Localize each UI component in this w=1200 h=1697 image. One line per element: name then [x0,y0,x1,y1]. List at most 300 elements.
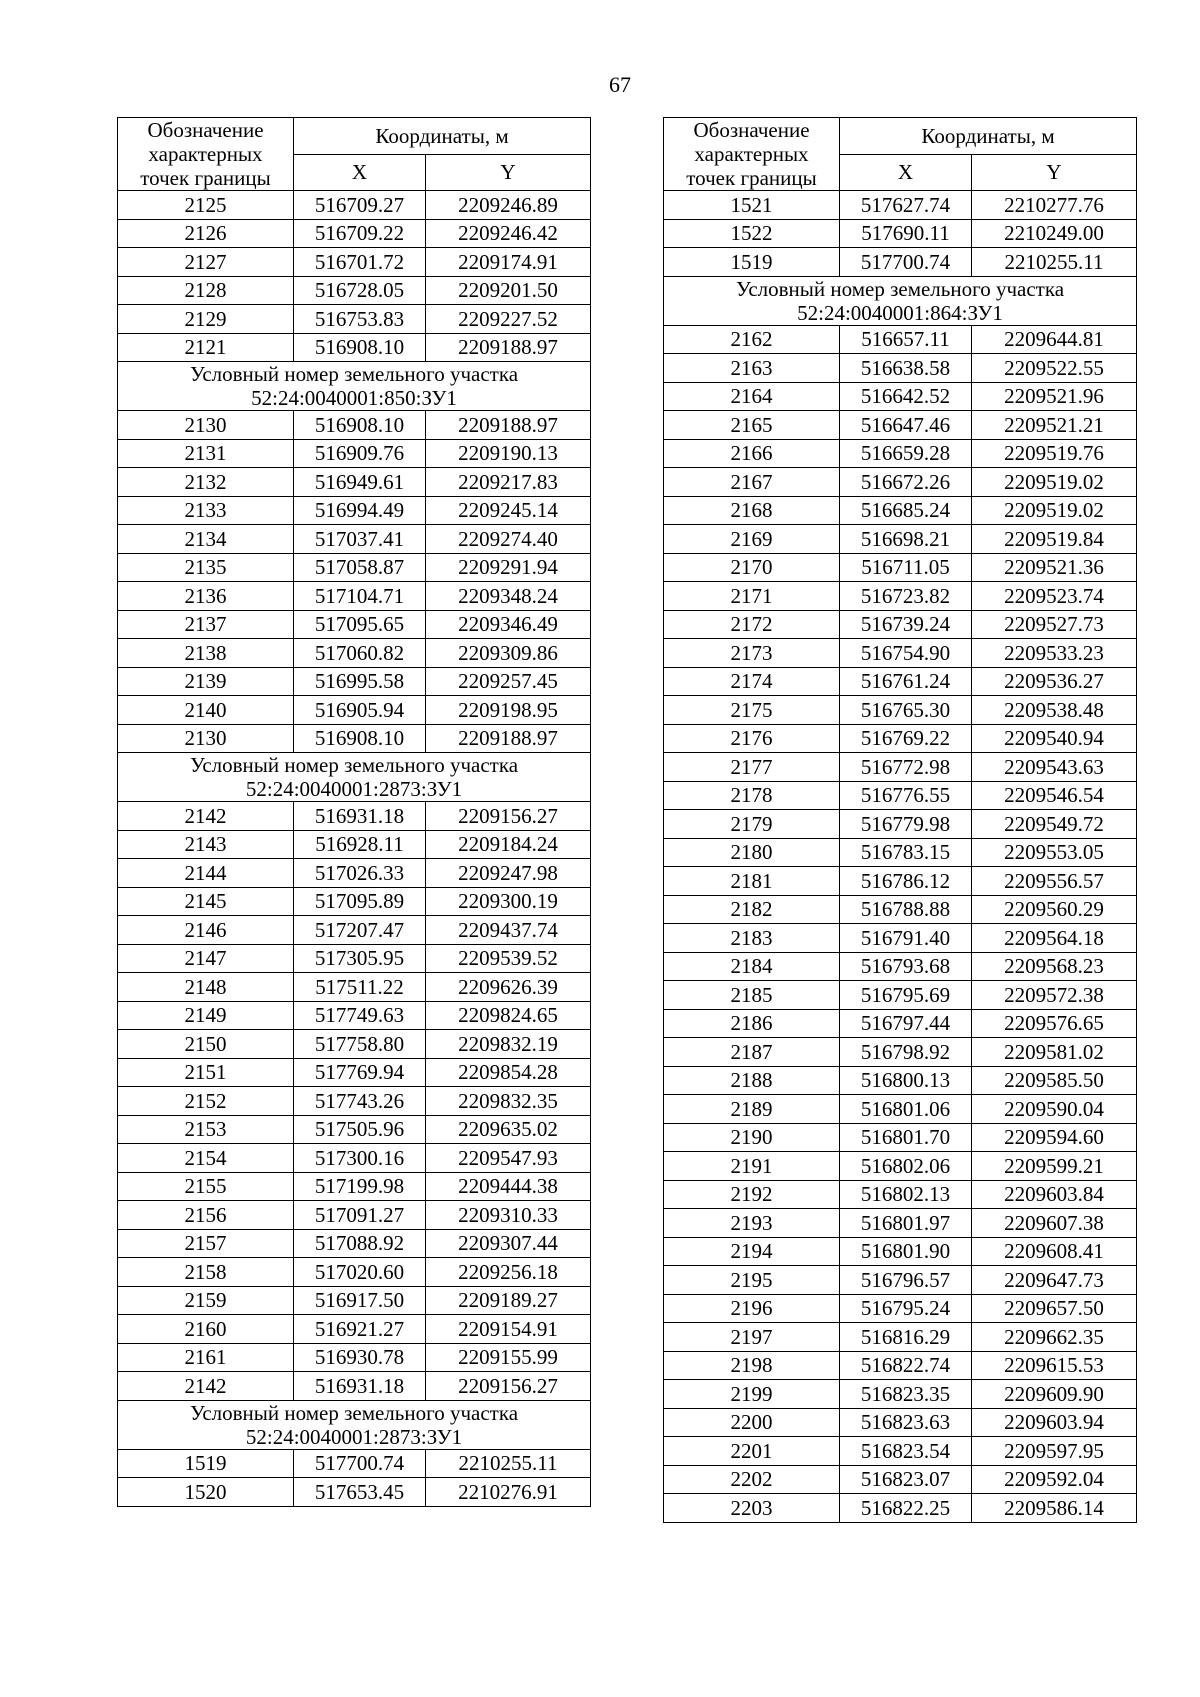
x-cell: 516765.30 [840,696,972,725]
table-row [118,1478,591,1507]
table-row [664,219,1137,248]
coordinates-table-right [663,117,1137,1523]
x-cell: 516801.06 [840,1095,972,1124]
y-cell: 2209644.81 [972,325,1137,354]
table-row [664,1408,1137,1437]
y-cell: 2209257.45 [426,667,591,696]
x-cell: 516802.06 [840,1152,972,1181]
y-cell: 2209626.39 [426,973,591,1002]
x-cell: 517743.26 [294,1087,426,1116]
table-row [118,1229,591,1258]
y-cell: 2209519.84 [972,525,1137,554]
point-cell: 2157 [118,1229,294,1258]
x-cell: 516672.26 [840,468,972,497]
x-cell: 516917.50 [294,1286,426,1315]
y-cell: 2209156.27 [426,802,591,831]
point-designation-header [118,118,294,191]
y-cell: 2209190.13 [426,439,591,468]
y-cell: 2209581.02 [972,1038,1137,1067]
table-row [118,802,591,831]
x-cell: 516723.82 [840,582,972,611]
x-cell: 516753.83 [294,305,426,334]
point-cell: 2152 [118,1087,294,1116]
point-cell: 2142 [118,802,294,831]
point-cell: 1519 [118,1449,294,1478]
x-cell: 516800.13 [840,1066,972,1095]
header-line: Обозначение [147,118,264,142]
x-cell: 516797.44 [840,1009,972,1038]
x-cell: 516928.11 [294,830,426,859]
table-body-right [664,191,1137,1523]
x-cell: 517091.27 [294,1201,426,1230]
table-row [118,333,591,362]
table-row [664,1152,1137,1181]
x-cell: 517037.41 [294,525,426,554]
y-cell: 2209586.14 [972,1494,1137,1523]
x-cell: 516931.18 [294,802,426,831]
y-cell: 2209309.86 [426,639,591,668]
table-row [664,924,1137,953]
point-cell: 2189 [664,1095,840,1124]
y-cell: 2209156.27 [426,1372,591,1401]
header-line: точек границы [140,166,271,190]
x-cell: 517305.95 [294,944,426,973]
table-row [664,382,1137,411]
x-cell: 516791.40 [840,924,972,953]
table-row [118,1115,591,1144]
y-cell: 2209549.72 [972,810,1137,839]
point-cell: 2155 [118,1172,294,1201]
point-cell: 2168 [664,496,840,525]
point-cell: 2173 [664,639,840,668]
y-cell: 2209538.48 [972,696,1137,725]
x-cell: 516931.18 [294,1372,426,1401]
y-cell: 2209607.38 [972,1209,1137,1238]
x-cell: 516822.74 [840,1351,972,1380]
y-cell: 2209310.33 [426,1201,591,1230]
y-cell: 2209832.19 [426,1030,591,1059]
y-header: Y [972,154,1137,191]
x-cell: 517095.89 [294,887,426,916]
table-row [664,1351,1137,1380]
point-cell: 2182 [664,895,840,924]
point-cell: 2174 [664,667,840,696]
point-cell: 2202 [664,1465,840,1494]
x-cell: 517505.96 [294,1115,426,1144]
x-cell: 516823.35 [840,1380,972,1409]
table-row [118,973,591,1002]
point-cell: 2195 [664,1266,840,1295]
y-cell: 2209546.54 [972,781,1137,810]
x-cell: 516823.54 [840,1437,972,1466]
table-row [118,305,591,334]
land-plot-number: 52:24:0040001:864:ЗУ1 [797,300,1003,325]
y-cell: 2209560.29 [972,895,1137,924]
point-cell: 2201 [664,1437,840,1466]
table-row [118,610,591,639]
table-row [118,1144,591,1173]
point-cell: 2156 [118,1201,294,1230]
x-cell: 516798.92 [840,1038,972,1067]
x-cell: 516994.49 [294,496,426,525]
table-row [664,724,1137,753]
table-row [664,895,1137,924]
point-cell: 2151 [118,1058,294,1087]
y-cell: 2209184.24 [426,830,591,859]
table-row [664,1266,1137,1295]
x-cell: 517020.60 [294,1258,426,1287]
table-row [664,753,1137,782]
point-cell: 2136 [118,582,294,611]
point-cell: 2139 [118,667,294,696]
y-cell: 2209188.97 [426,411,591,440]
x-cell: 516795.69 [840,981,972,1010]
x-cell: 517653.45 [294,1478,426,1507]
y-cell: 2209291.94 [426,553,591,582]
y-cell: 2209824.65 [426,1001,591,1030]
x-cell: 516772.98 [840,753,972,782]
y-cell: 2209585.50 [972,1066,1137,1095]
x-cell: 516995.58 [294,667,426,696]
y-cell: 2209245.14 [426,496,591,525]
y-cell: 2209594.60 [972,1123,1137,1152]
y-cell: 2209300.19 [426,887,591,916]
x-cell: 517700.74 [840,248,972,277]
point-cell: 2193 [664,1209,840,1238]
x-cell: 516761.24 [840,667,972,696]
table-row [664,952,1137,981]
y-cell: 2209832.35 [426,1087,591,1116]
table-row [664,1066,1137,1095]
section-row [118,362,591,411]
table-row [664,1123,1137,1152]
table-row [118,553,591,582]
y-cell: 2209189.27 [426,1286,591,1315]
x-cell: 516754.90 [840,639,972,668]
table-row [664,1465,1137,1494]
y-cell: 2209647.73 [972,1266,1137,1295]
table-row [664,525,1137,554]
y-cell: 2210255.11 [972,248,1137,277]
land-plot-label: Условный номер земельного участка [189,753,519,777]
table-row [664,325,1137,354]
y-cell: 2209536.27 [972,667,1137,696]
table-row [118,1372,591,1401]
point-cell: 2203 [664,1494,840,1523]
y-cell: 2209635.02 [426,1115,591,1144]
page-number: 67 [609,72,631,97]
y-cell: 2209603.84 [972,1180,1137,1209]
y-cell: 2209154.91 [426,1315,591,1344]
point-cell: 2125 [118,191,294,220]
land-plot-label: Условный номер земельного участка [189,1400,519,1425]
x-cell: 516786.12 [840,867,972,896]
y-cell: 2209597.95 [972,1437,1137,1466]
y-cell: 2209523.74 [972,582,1137,611]
point-cell: 1521 [664,191,840,220]
x-cell: 517769.94 [294,1058,426,1087]
table-row [118,411,591,440]
table-row [118,1449,591,1478]
x-cell: 516642.52 [840,382,972,411]
point-cell: 1519 [664,248,840,277]
table-row [664,610,1137,639]
point-cell: 2158 [118,1258,294,1287]
table-row [118,496,591,525]
y-cell: 2209444.38 [426,1172,591,1201]
point-cell: 2192 [664,1180,840,1209]
land-plot-label: Условный номер земельного участка [189,362,519,386]
table-row [118,1201,591,1230]
header-line: точек границы [686,166,817,190]
x-cell: 516739.24 [840,610,972,639]
y-cell: 2209543.63 [972,753,1137,782]
x-cell: 517300.16 [294,1144,426,1173]
point-cell: 1520 [118,1478,294,1507]
land-plot-heading [664,276,1137,325]
y-cell: 2210277.76 [972,191,1137,220]
land-plot-heading [118,1400,591,1449]
point-cell: 2142 [118,1372,294,1401]
x-cell: 516801.70 [840,1123,972,1152]
table-row [664,553,1137,582]
x-cell: 516659.28 [840,439,972,468]
y-cell: 2209568.23 [972,952,1137,981]
point-cell: 2149 [118,1001,294,1030]
y-cell: 2210276.91 [426,1478,591,1507]
x-cell: 516647.46 [840,411,972,440]
x-cell: 516949.61 [294,468,426,497]
table-row [664,468,1137,497]
table-row [664,1294,1137,1323]
point-cell: 2171 [664,582,840,611]
y-cell: 2209188.97 [426,333,591,362]
table-row [664,439,1137,468]
point-cell: 2185 [664,981,840,1010]
point-cell: 2144 [118,859,294,888]
x-cell: 517058.87 [294,553,426,582]
table-row [118,1258,591,1287]
point-cell: 2140 [118,696,294,725]
x-cell: 516783.15 [840,838,972,867]
y-cell: 2209540.94 [972,724,1137,753]
x-cell: 517700.74 [294,1449,426,1478]
y-cell: 2209603.94 [972,1408,1137,1437]
x-cell: 516795.24 [840,1294,972,1323]
point-cell: 2183 [664,924,840,953]
x-cell: 517627.74 [840,191,972,220]
table-row [118,582,591,611]
table-row [664,810,1137,839]
point-cell: 2166 [664,439,840,468]
point-cell: 2178 [664,781,840,810]
point-cell: 2169 [664,525,840,554]
point-cell: 2164 [664,382,840,411]
x-cell: 516728.05 [294,276,426,305]
table-row [118,887,591,916]
x-cell: 516711.05 [840,553,972,582]
point-cell: 2134 [118,525,294,554]
y-cell: 2209227.52 [426,305,591,334]
y-cell: 2209553.05 [972,838,1137,867]
y-cell: 2209246.89 [426,191,591,220]
y-cell: 2209547.93 [426,1144,591,1173]
x-cell: 517026.33 [294,859,426,888]
x-cell: 516822.25 [840,1494,972,1523]
table-row [664,191,1137,220]
land-plot-heading [118,753,591,802]
table-row [118,1286,591,1315]
x-cell: 516709.22 [294,219,426,248]
point-cell: 2159 [118,1286,294,1315]
table-row [118,1315,591,1344]
point-cell: 1522 [664,219,840,248]
y-cell: 2209437.74 [426,916,591,945]
table-row [664,248,1137,277]
section-row [664,276,1137,325]
point-cell: 2160 [118,1315,294,1344]
table-row [118,1001,591,1030]
table-row [664,1209,1137,1238]
x-cell: 517104.71 [294,582,426,611]
y-cell: 2209155.99 [426,1343,591,1372]
point-cell: 2199 [664,1380,840,1409]
table-row [664,1038,1137,1067]
point-cell: 2163 [664,354,840,383]
point-cell: 2190 [664,1123,840,1152]
y-cell: 2209576.65 [972,1009,1137,1038]
point-cell: 2194 [664,1237,840,1266]
x-cell: 517060.82 [294,639,426,668]
x-cell: 516908.10 [294,411,426,440]
y-cell: 2210249.00 [972,219,1137,248]
table-row [118,468,591,497]
point-cell: 2176 [664,724,840,753]
x-header: X [294,154,426,191]
x-cell: 516698.21 [840,525,972,554]
point-cell: 2175 [664,696,840,725]
point-cell: 2162 [664,325,840,354]
y-cell: 2209599.21 [972,1152,1137,1181]
point-cell: 2128 [118,276,294,305]
y-cell: 2209572.38 [972,981,1137,1010]
x-cell: 517690.11 [840,219,972,248]
point-cell: 2132 [118,468,294,497]
y-cell: 2209246.42 [426,219,591,248]
y-cell: 2209854.28 [426,1058,591,1087]
y-cell: 2209592.04 [972,1465,1137,1494]
table-row [664,582,1137,611]
x-cell: 516801.90 [840,1237,972,1266]
table-row [118,1030,591,1059]
table-row [664,1437,1137,1466]
table-row [118,248,591,277]
table-row [664,1095,1137,1124]
x-cell: 517207.47 [294,916,426,945]
point-cell: 2154 [118,1144,294,1173]
y-cell: 2209609.90 [972,1380,1137,1409]
point-designation-header [664,118,840,191]
point-cell: 2170 [664,553,840,582]
x-cell: 517511.22 [294,973,426,1002]
header-line: характерных [694,142,809,166]
y-cell: 2209522.55 [972,354,1137,383]
point-cell: 2179 [664,810,840,839]
header-line: Обозначение [693,118,810,142]
table-row [664,1009,1137,1038]
table-row [664,1323,1137,1352]
y-cell: 2209198.95 [426,696,591,725]
point-cell: 2196 [664,1294,840,1323]
table-row [118,667,591,696]
x-cell: 516685.24 [840,496,972,525]
table-row [118,1058,591,1087]
x-cell: 516788.88 [840,895,972,924]
table-row [664,496,1137,525]
y-cell: 2209519.76 [972,439,1137,468]
x-cell: 516709.27 [294,191,426,220]
y-cell: 2209615.53 [972,1351,1137,1380]
section-row [118,1400,591,1449]
x-cell: 516816.29 [840,1323,972,1352]
point-cell: 2198 [664,1351,840,1380]
x-cell: 516701.72 [294,248,426,277]
table-row [664,781,1137,810]
x-cell: 516909.76 [294,439,426,468]
land-plot-label: Условный номер земельного участка [735,276,1065,301]
x-cell: 516801.97 [840,1209,972,1238]
point-cell: 2187 [664,1038,840,1067]
land-plot-number: 52:24:0040001:2873:ЗУ1 [245,777,463,801]
table-row [664,1180,1137,1209]
point-cell: 2181 [664,867,840,896]
land-plot-number: 52:24:0040001:850:ЗУ1 [251,386,457,410]
point-cell: 2177 [664,753,840,782]
point-cell: 2130 [118,411,294,440]
point-cell: 2184 [664,952,840,981]
point-cell: 2135 [118,553,294,582]
table-row [118,1087,591,1116]
y-cell: 2209217.83 [426,468,591,497]
table-row [118,639,591,668]
point-cell: 2146 [118,916,294,945]
y-cell: 2210255.11 [426,1449,591,1478]
point-cell: 2121 [118,333,294,362]
x-cell: 516802.13 [840,1180,972,1209]
point-cell: 2165 [664,411,840,440]
x-cell: 516908.10 [294,333,426,362]
x-cell: 517749.63 [294,1001,426,1030]
y-cell: 2209521.96 [972,382,1137,411]
land-plot-heading [118,362,591,411]
point-cell: 2145 [118,887,294,916]
y-cell: 2209662.35 [972,1323,1137,1352]
point-cell: 2150 [118,1030,294,1059]
table-row [664,1380,1137,1409]
table-row [118,696,591,725]
point-cell: 2188 [664,1066,840,1095]
point-cell: 2130 [118,724,294,753]
x-cell: 517088.92 [294,1229,426,1258]
y-header: Y [426,154,591,191]
y-cell: 2209519.02 [972,468,1137,497]
table-body-left [118,191,591,1507]
table-row [664,354,1137,383]
section-row [118,753,591,802]
x-cell: 516905.94 [294,696,426,725]
table-row [118,439,591,468]
y-cell: 2209539.52 [426,944,591,973]
